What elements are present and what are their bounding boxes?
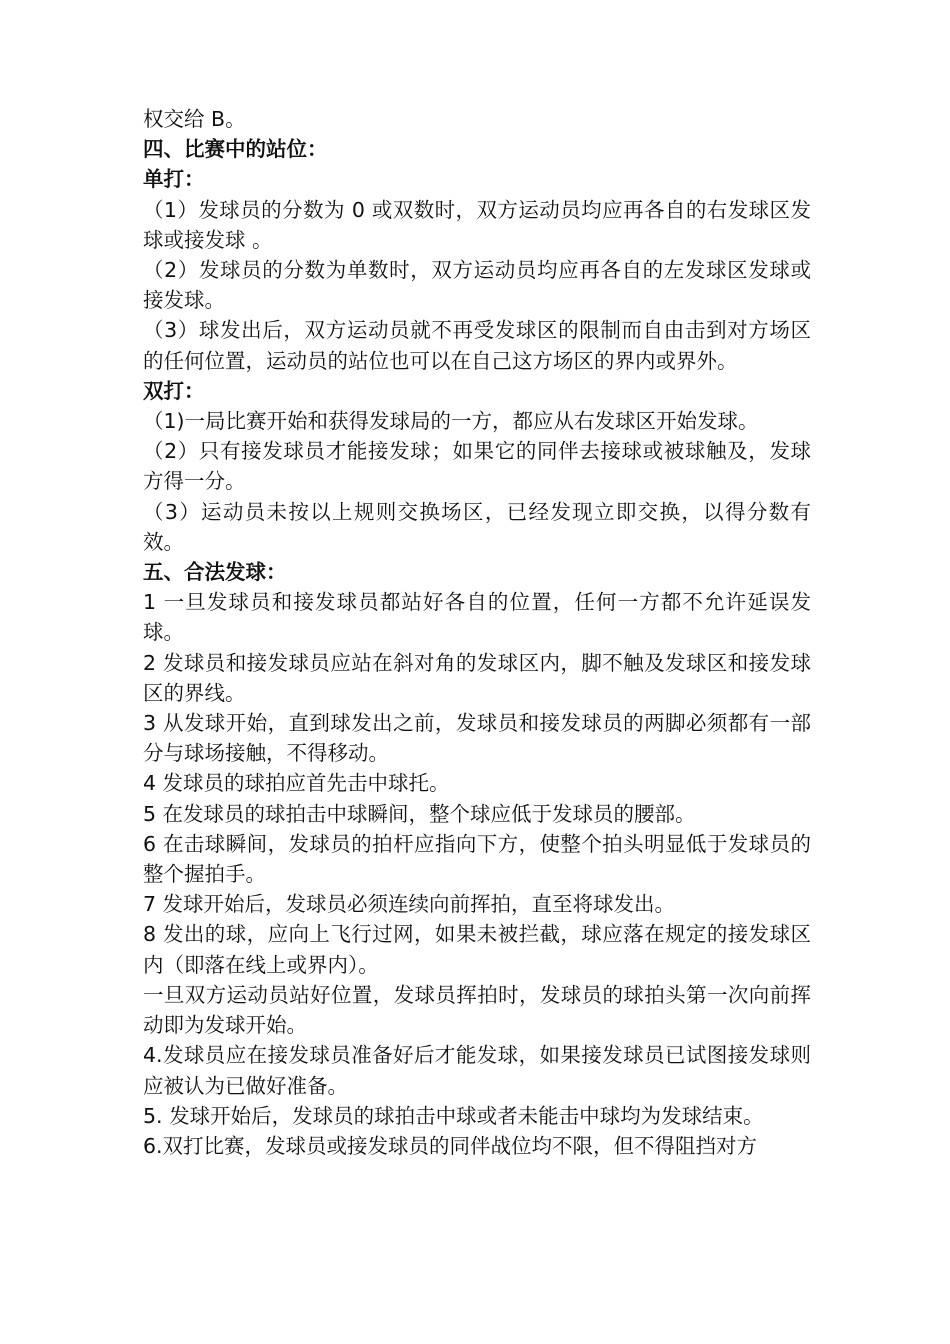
paragraph: 4.发球员应在接发球员准备好后才能发球，如果接发球员已试图接发球则应被认为已做好准备。 — [143, 1043, 811, 1098]
paragraph: （2）发球员的分数为单数时，双方运动员均应再各自的左发球区发球或接发球。 — [143, 258, 811, 313]
paragraph: （3）运动员未按以上规则交换场区，已经发现立即交换，以得分数有效。 — [143, 499, 811, 554]
paragraph: （3）球发出后，双方运动员就不再受发球区的限制而自由击到对方场区的任何位置，运动员的站位也可以在自己这方场区的界内或界外。 — [143, 318, 811, 373]
paragraph: 6 在击球瞬间，发球员的拍杆应指向下方，使整个拍头明显低于发球员的整个握拍手。 — [143, 831, 811, 887]
paragraph: （2）只有接发球员才能接发球；如果它的同伴去接球或被球触及，发球方得一分。 — [143, 439, 811, 494]
paragraph: （1）发球员的分数为 0 或双数时，双方运动员均应再各自的右发球区发球或接发球 。 — [143, 197, 811, 252]
paragraph: （1)一局比赛开始和获得发球局的一方，都应从右发球区开始发球。 — [143, 409, 759, 434]
paragraph: 5 在发球员的球拍击中球瞬间，整个球应低于发球员的腰部。 — [143, 801, 696, 826]
paragraph: 2 发球员和接发球员应站在斜对角的发球区内，脚不触及发球区和接发球区的界线。 — [143, 650, 811, 705]
section-heading-legal-serve: 五、合法发球： — [143, 560, 287, 585]
document-body — [143, 104, 811, 1161]
paragraph: 4 发球员的球拍应首先击中球托。 — [143, 771, 450, 796]
paragraph: 1 一旦发球员和接发球员都站好各自的位置，任何一方都不允许延误发球。 — [143, 590, 811, 645]
subheading-singles: 单打： — [143, 167, 205, 192]
paragraph: 8 发出的球，应向上飞行过网，如果未被拦截，球应落在规定的接发球区内（即落在线上或界内）。 — [143, 922, 811, 977]
paragraph: 7 发球开始后，发球员必须连续向前挥拍，直至将球发出。 — [143, 892, 676, 917]
text-line: 权交给 B。 — [143, 107, 246, 131]
paragraph: 6.双打比赛，发球员或接发球员的同伴战位均不限，但不得阻挡对方 — [143, 1133, 758, 1158]
paragraph: 3 从发球开始，直到球发出之前，发球员和接发球员的两脚必须都有一部分与球场接触，不得移动。 — [143, 711, 811, 766]
paragraph: 一旦双方运动员站好位置，发球员挥拍时，发球员的球拍头第一次向前挥动即为发球开始。 — [143, 982, 811, 1038]
subheading-doubles: 双打： — [143, 378, 205, 403]
section-heading-positions: 四、比赛中的站位： — [143, 137, 328, 162]
paragraph: 5. 发球开始后，发球员的球拍击中球或者未能击中球均为发球结束。 — [143, 1103, 764, 1128]
